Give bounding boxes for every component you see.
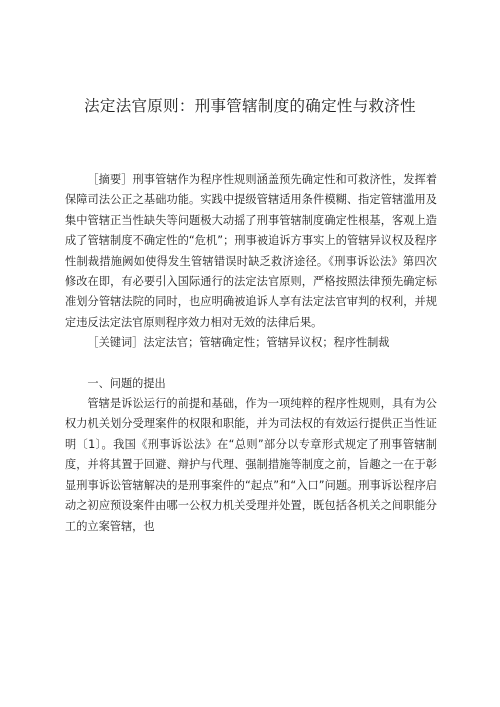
keywords-paragraph: ［关键词］法定法官；管辖确定性；管辖异议权；程序性制裁: [87, 336, 390, 350]
abstract-paragraph: ［摘要］刑事管辖作为程序性规则涵盖预先确定性和可救济性，发挥着保障司法公正之基础功能。实践中提级管辖适用条件模糊、指定管辖滥用及集中管辖正当性缺失等问题极大动摇了刑事管辖制度确定性根基，客观上造成了管辖制度不确定性的“危机”；刑事被追诉方事实上的管辖异议权及程序性制裁措施阙如使得发生管辖错误时缺乏救济途径。《刑事诉讼法》第四次修改在即，有必要引入国际通行的法定法官原则，严格按照法律预先确定标准划分管辖法院的同时，也应明确被追诉人享有法定法官审判的权利，并规定违反法定法官原则程序效力相对无效的法律后果。: [65, 173, 437, 329]
paper-body: [65, 170, 437, 537]
section-paragraph: 管辖是诉讼运行的前提和基础，作为一项纯粹的程序性规则，具有为公权力机关划分受理案件的权限和职能，并为司法权的有效运行提供正当性证明〔1〕。我国《刑事诉讼法》在“总则”部分以专章形式规定了刑事管辖制度，并将其置于回避、辩护与代理、强制措施等制度之前，旨趣之一在于彰显刑事诉讼管辖解决的是刑事案件的“起点”和“入口”问题。刑事诉讼程序启动之初应预设案件由哪一公权力机关受理并处置，既包括各机关之间职能分工的立案管辖，也: [65, 397, 437, 533]
paper-title: 法定法官原则：刑事管辖制度的确定性与救济性: [84, 97, 416, 115]
section-heading: 一、问题的提出: [87, 376, 166, 390]
